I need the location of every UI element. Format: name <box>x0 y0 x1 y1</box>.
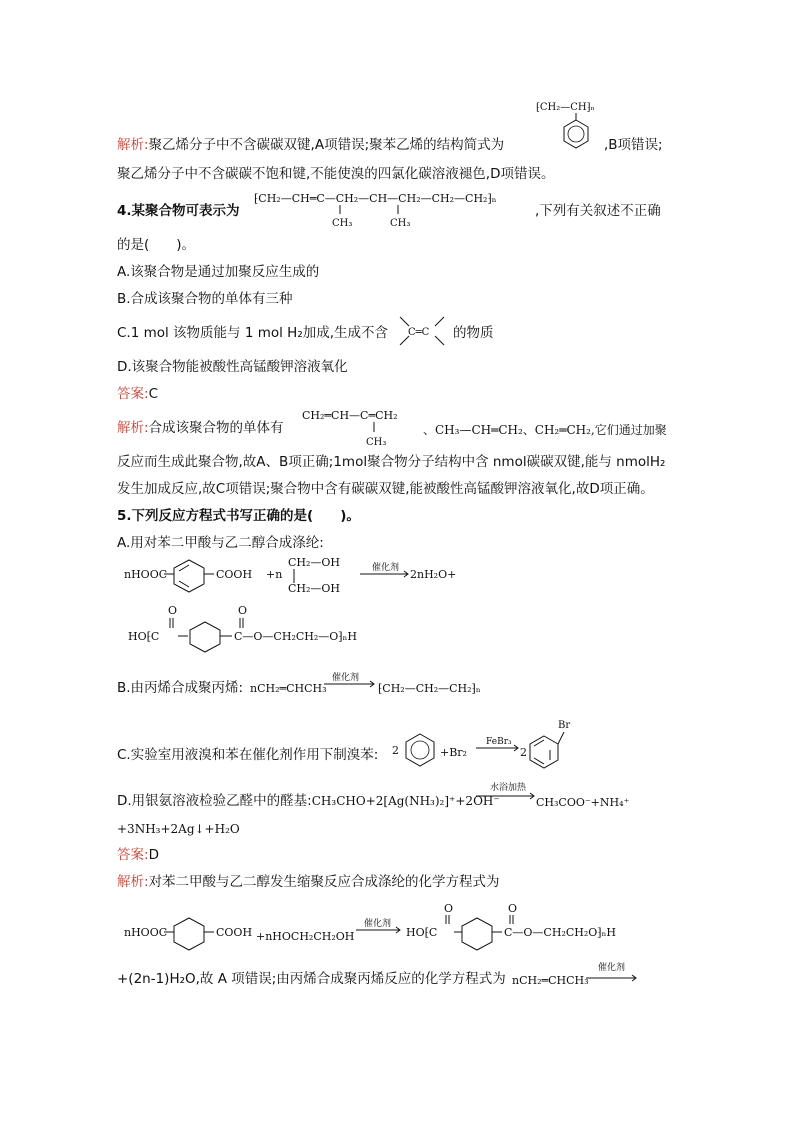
q4-polymer-structure <box>254 188 534 232</box>
q4-option-d: D.该聚合物能被酸性高锰酸钾溶液氧化 <box>117 359 348 375</box>
q5-analysis-reaction <box>124 902 664 952</box>
analysis-label: 解析: <box>117 874 149 890</box>
carbonyl-o-2: O <box>238 604 248 617</box>
q5-reaction-b <box>250 668 510 698</box>
answer-label: 答案: <box>117 386 149 402</box>
q4-stem-c: 的是( )。 <box>117 237 196 253</box>
analysis-hooc: nHOOC <box>124 926 168 939</box>
q5-analysis-last: +(2n-1)H₂O,故 A 项错误;由丙烯合成聚丙烯反应的化学方程式为 <box>117 971 506 987</box>
q5-analysis-line1 <box>117 873 500 891</box>
analysis-glycol: +nHOCH₂CH₂OH <box>256 930 355 943</box>
q4-diene-formula: CH₂═CH—C═CH₂ <box>302 409 398 422</box>
q4-diene-ch3: CH₃ <box>366 437 387 448</box>
silver-reactants: CH₃CHO+2[Ag(NH₃)₂]⁺+2OH⁻ <box>311 794 500 808</box>
pet-mid: C—O—CH₂CH₂—O⁆ₙH <box>234 630 357 643</box>
polypropylene: ⁅CH₂—CH₂—CH₂⁆ₙ <box>378 682 481 695</box>
q5-answer-value: D <box>148 847 159 863</box>
q4-stem-a: 4.某聚合物可表示为 <box>117 203 240 219</box>
analysis-pet-left: HO⁅C <box>406 926 438 939</box>
q5-option-d-text: D.用银氨溶液检验乙醛中的醛基: <box>117 793 312 809</box>
analysis-o-1: O <box>444 902 454 915</box>
prev-analysis-text-a: 聚乙烯分子中不含碳碳双键,A项错误;聚苯乙烯的结构简式为 <box>148 137 505 153</box>
reactant-cooh: COOH <box>216 568 253 581</box>
benzene-coef: 2 <box>392 744 399 757</box>
q5-option-d <box>117 792 500 810</box>
q4-option-a: A.该聚合物是通过加聚反应生成的 <box>117 264 320 280</box>
q4-analysis-line2: 反应而生成此聚合物,故A、B项正确;1mol聚合物分子结构中含 nmol碳碳双键,能与 nmolH₂ <box>117 454 666 470</box>
q4-option-b: B.合成该聚合物的单体有三种 <box>117 291 293 307</box>
q5-option-c: C.实验室用液溴和苯在催化剂作用下制溴苯: <box>117 747 379 763</box>
q5-reaction-a <box>124 556 464 600</box>
q4-ch3-a: CH₃ <box>332 218 353 229</box>
q5-reaction-c <box>392 716 592 772</box>
polystyrene-formula: ⁅CH₂—CH⁆ₙ <box>536 102 595 113</box>
q4-ch3-b: CH₃ <box>390 218 411 229</box>
water-bath-label: 水浴加热 <box>490 783 527 793</box>
analysis-cooh: COOH <box>216 926 253 939</box>
q4-analysis-text: 合成该聚合物的单体有 <box>148 420 284 436</box>
q4-answer-value: C <box>148 386 158 402</box>
prev-analysis-line1-b: ,B项错误; <box>604 137 663 153</box>
analysis-o-2: O <box>508 902 518 915</box>
febr3-label: FeBr₃ <box>486 737 512 747</box>
glycol-top: CH₂—OH <box>288 556 341 569</box>
q5-option-a: A.用对苯二甲酸与乙二醇合成涤纶: <box>117 535 324 551</box>
pet-left: HO⁅C <box>128 630 160 643</box>
carbonyl-o-1: O <box>168 604 178 617</box>
product-water: 2nH₂O+ <box>410 568 457 581</box>
answer-label: 答案: <box>117 847 149 863</box>
q4-option-c-end: 的物质 <box>453 325 494 341</box>
q5-option-d-cont: +3NH₃+2Ag↓+H₂O <box>117 822 240 836</box>
q4-stem-b: ,下列有关叙述不正确 <box>535 203 661 219</box>
silver-products: CH₃COO⁻+NH₄⁺ <box>536 796 630 809</box>
analysis-catalyst-b: 催化剂 <box>598 963 626 973</box>
q5-option-b: B.由丙烯合成聚丙烯: <box>117 680 244 696</box>
bromine-label: Br <box>558 720 571 731</box>
q5-analysis-text: 对苯二甲酸与乙二醇发生缩聚反应合成涤纶的化学方程式为 <box>148 874 500 890</box>
c-double-bond-structure <box>398 315 448 349</box>
q5-pet-product <box>128 604 408 650</box>
analysis-pet-mid: C—O—CH₂CH₂O⁆ₙH <box>504 926 616 939</box>
glycol-bottom: CH₂—OH <box>288 582 341 595</box>
catalyst-label-b: 催化剂 <box>332 673 360 683</box>
product-coef: 2 <box>520 746 527 759</box>
q4-diene-monomer <box>302 405 422 449</box>
analysis-propene: nCH₂═CHCH₃ <box>512 974 589 987</box>
prev-analysis-line1 <box>117 136 504 154</box>
prev-analysis-line2: 聚乙烯分子中不含碳碳不饱和键,不能使溴的四氯化碳溶液褪色,D项错误。 <box>117 166 555 182</box>
plus-br2: +Br₂ <box>440 746 467 759</box>
q5-analysis-last-pp <box>512 960 642 990</box>
q5-stem: 5.下列反应方程式书写正确的是( )。 <box>117 508 360 524</box>
q5-answer <box>117 846 159 864</box>
q4-monomers-rest: 、CH₃—CH═CH₂、CH₂═CH₂,它们通过加聚 <box>423 423 667 437</box>
q4-answer <box>117 385 158 403</box>
reactant-hooc: nHOOC <box>124 568 168 581</box>
propene: nCH₂═CHCH₃ <box>250 682 327 695</box>
q4-option-c: C.1 mol 该物质能与 1 mol H₂加成,生成不含 <box>117 325 389 341</box>
c-eq-c-label: C═C <box>408 327 430 338</box>
q4-polymer-main: ⁅CH₂—CH═C—CH₂—CH—CH₂—CH₂—CH₂⁆ₙ <box>254 192 497 205</box>
analysis-catalyst: 催化剂 <box>364 919 392 929</box>
q4-analysis-line1 <box>117 419 284 437</box>
plus-n: +n <box>266 568 283 581</box>
q5-reaction-d-arrow <box>476 780 636 810</box>
analysis-label: 解析: <box>117 420 149 436</box>
analysis-label: 解析: <box>117 137 149 153</box>
q4-analysis-line3: 发生加成反应,故C项错误;聚合物中含有碳碳双键,能被酸性高锰酸钾溶液氧化,故D项正确。 <box>117 481 654 497</box>
catalyst-label: 催化剂 <box>372 563 400 573</box>
